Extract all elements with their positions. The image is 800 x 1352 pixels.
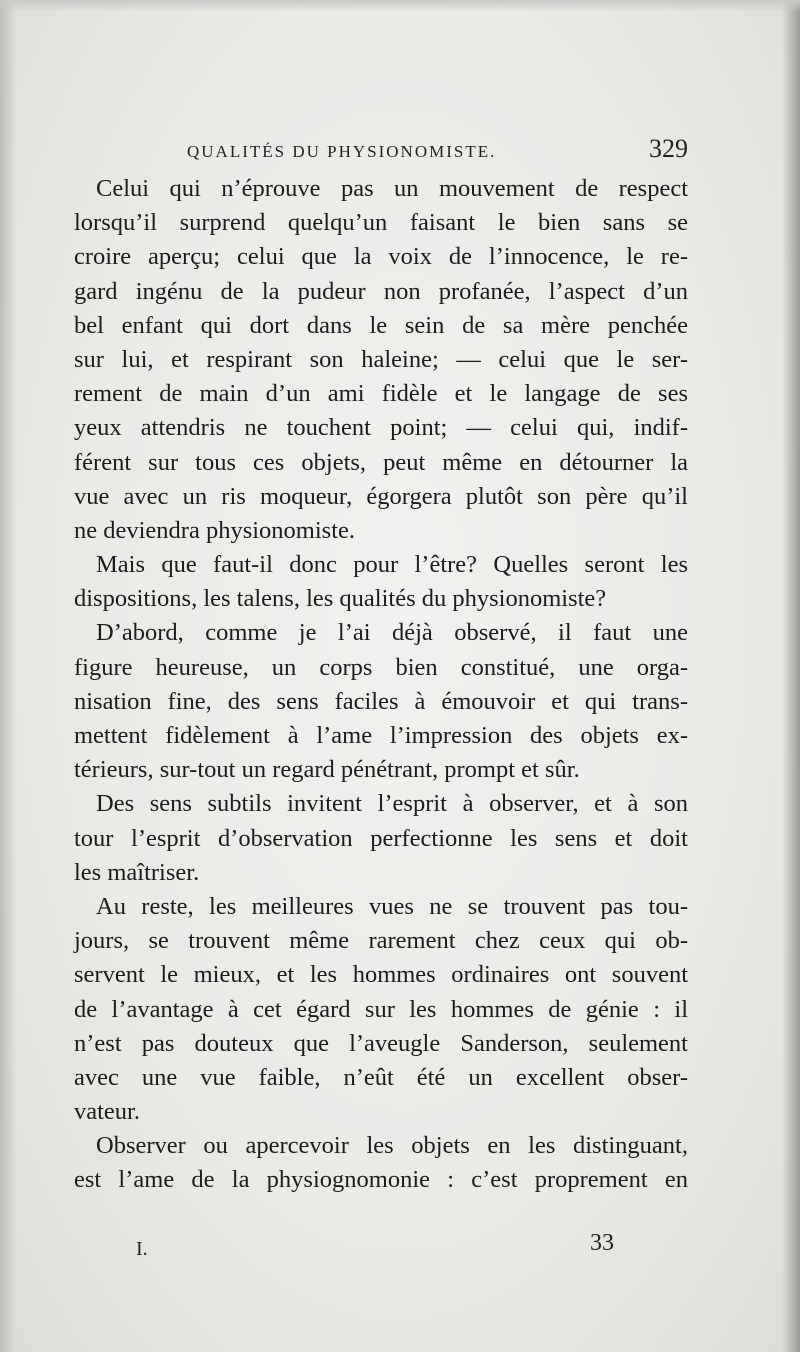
signature-mark: I.: [136, 1238, 148, 1260]
text-line: bel enfant qui dort dans le sein de sa mère penchée: [74, 311, 688, 339]
page-footer: [74, 1230, 688, 1270]
sheet-number: 33: [590, 1230, 614, 1256]
text-line: avec une vue faible, n’eût été un excellent obser-: [74, 1063, 688, 1091]
page-header: [74, 134, 688, 174]
text-line: Observer ou apercevoir les objets en les distinguant,: [96, 1132, 688, 1160]
page-number: 329: [649, 134, 688, 163]
text-line: jours, se trouvent même rarement chez ceux qui ob-: [74, 927, 688, 955]
page-edge-shadow-right: [782, 0, 800, 1352]
text-line: les maîtriser.: [74, 858, 200, 886]
text-line: Celui qui n’éprouve pas un mouvement de respect: [96, 175, 688, 202]
text-line: Au reste, les meilleures vues ne se trouvent pas tou-: [96, 892, 688, 920]
text-line: ne deviendra physionomiste.: [74, 516, 356, 544]
text-line: Mais que faut-il donc pour l’être? Quelles seront les: [96, 551, 688, 579]
text-line: n’est pas douteux que l’aveugle Sanderson, seulement: [74, 1029, 688, 1057]
text-line: nisation fine, des sens faciles à émouvoir et qui trans-: [74, 687, 688, 715]
text-line: rement de main d’un ami fidèle et le langage de ses: [74, 380, 688, 408]
text-line: Des sens subtils invitent l’esprit à observer, et à son: [96, 790, 688, 818]
text-line: yeux attendris ne touchent point; — celui qui, indif-: [74, 414, 688, 442]
body-text: [74, 172, 688, 1198]
text-line: figure heureuse, un corps bien constitué, une orga-: [74, 653, 688, 681]
text-line: mettent fidèlement à l’ame l’impression des objets ex-: [74, 722, 688, 749]
text-line: vue avec un ris moqueur, égorgera plutôt son père qu’il: [74, 482, 688, 510]
text-line: térieurs, sur-tout un regard pénétrant, prompt et sûr.: [74, 756, 580, 784]
text-line: vateur.: [74, 1098, 140, 1126]
text-line: croire aperçu; celui que la voix de l’innocence, le re-: [74, 243, 688, 271]
text-line: lorsqu’il surprend quelqu’un faisant le bien sans se: [74, 209, 688, 237]
running-title: QUALITÉS DU PHYSIONOMISTE.: [187, 142, 497, 161]
text-line: tour l’esprit d’observation perfectionne les sens et doit: [74, 824, 688, 852]
text-line: de l’avantage à cet égard sur les hommes de génie : il: [74, 995, 688, 1023]
text-line: est l’ame de la physiognomonie : c’est proprement en: [74, 1166, 688, 1194]
text-line: D’abord, comme je l’ai déjà observé, il faut une: [96, 619, 688, 647]
page-edge-shadow-left: [0, 0, 16, 1352]
text-line: gard ingénu de la pudeur non profanée, l’aspect d’un: [74, 277, 688, 305]
page-edge-shadow-top: [0, 0, 800, 12]
text-line: sur lui, et respirant son haleine; — celui que le ser-: [74, 345, 688, 373]
text-line: férent sur tous ces objets, peut même en détourner la: [74, 448, 688, 476]
text-line: dispositions, les talens, les qualités du physionomiste?: [74, 585, 607, 613]
text-line: servent le mieux, et les hommes ordinaires ont souvent: [74, 961, 688, 989]
